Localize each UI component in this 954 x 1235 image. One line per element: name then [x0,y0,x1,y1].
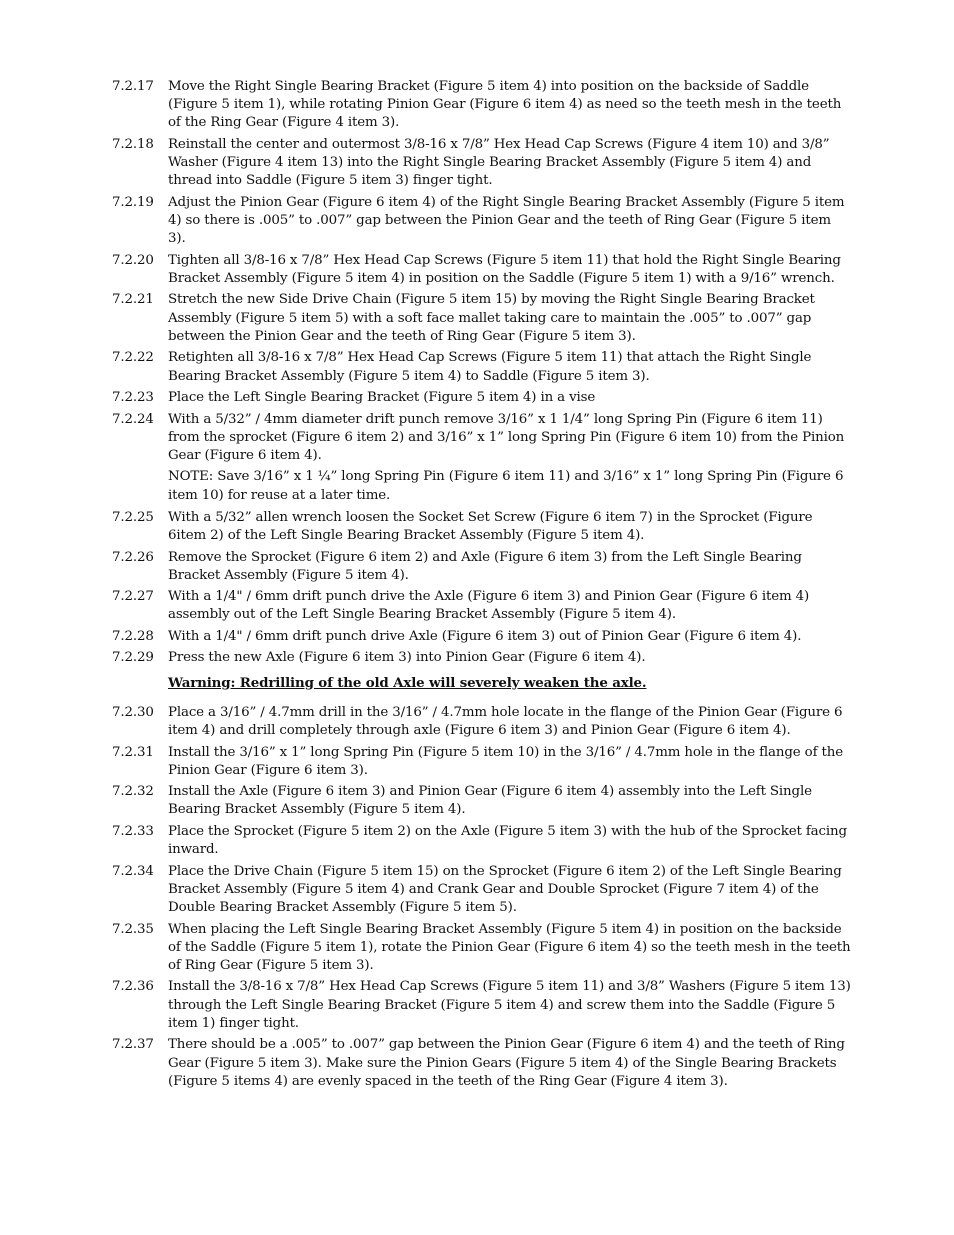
step-number: 7.2.31 [112,744,154,760]
step-7-2-32 [112,783,852,819]
step-text: With a 1/4" / 6mm drift punch drive Axle (Figure 6 item 3) out of Pinion Gear (Figure 6 item 4). [168,628,802,644]
step-text: Press the new Axle (Figure 6 item 3) into Pinion Gear (Figure 6 item 4). [168,650,646,666]
step-7-2-30 [112,704,852,740]
step-number: 7.2.26 [112,549,154,565]
step-number: 7.2.24 [112,411,154,427]
step-number: 7.2.32 [112,784,154,800]
step-number: 7.2.29 [112,650,154,666]
step-7-2-28 [112,628,852,646]
step-number: 7.2.18 [112,136,154,152]
step-text: Move the Right Single Bearing Bracket (Figure 5 item 4) into position on the backside of Saddle (Figure 5 item 1), while rotating Pinion Gear (Figure 6 item 4) as need so the teeth mesh in the teeth of the Ring Gear (Figure 4 item 3). [168,79,842,131]
step-number: 7.2.22 [112,350,154,366]
step-number: 7.2.35 [112,921,154,937]
step-text: Adjust the Pinion Gear (Figure 6 item 4) of the Right Single Bearing Bracket Assembly (Figure 5 item 4) so there is .005” to .007” gap between the Pinion Gear and the teeth of Ring Gear (Figure 5 item 3). [168,194,845,247]
step-text: Install the Axle (Figure 6 item 3) and Pinion Gear (Figure 6 item 4) assembly into the Left Single Bearing Bracket Assembly (Figure 5 item 4). [168,784,812,818]
step-7-2-31 [112,744,852,780]
step-number: 7.2.20 [112,252,154,268]
step-number: 7.2.17 [112,79,154,94]
step-text: Stretch the new Side Drive Chain (Figure 5 item 15) by moving the Right Single Bearing Bracket Assembly (Figure 5 item 5) with a soft face mallet taking care to maintain the .005” to .007” gap between the Pinion Gear and the teeth of Ring Gear (Figure 5 item 3). [168,292,815,344]
step-text: There should be a .005” to .007” gap between the Pinion Gear (Figure 6 item 4) and the teeth of Ring Gear (Figure 5 item 3). Make sure the Pinion Gears (Figure 5 item 4) of the Single Bearing Brackets (Figure 5 items 4) are evenly spaced in the teeth of the Ring Gear (Figure 4 item 3). [168,1037,845,1089]
step-text: Place the Sprocket (Figure 5 item 2) on the Axle (Figure 5 item 3) with the hub of the Sprocket facing inward. [168,823,847,858]
step-text: With a 1/4" / 6mm drift punch drive the Axle (Figure 6 item 3) and Pinion Gear (Figure 6 item 4) assembly out of the Left Single Bearing Bracket Assembly (Figure 5 item 4). [168,589,810,623]
step-number: 7.2.21 [112,292,154,308]
step-7-2-37 [112,1036,852,1091]
step-text: Place the Drive Chain (Figure 5 item 15) on the Sprocket (Figure 6 item 2) of the Left Single Bearing Bracket Assembly (Figure 5 item 4) and Crank Gear and Double Sprocket (Figure 7 item 4) of the Double Bearing Bracket Assembly (Figure 5 item 5). [168,863,842,916]
step-number: 7.2.23 [112,390,154,406]
step-text: Place the Left Single Bearing Bracket (Figure 5 item 4) in a vise [168,390,596,406]
step-text: Retighten all 3/8-16 x 7/8” Hex Head Cap Screws (Figure 5 item 11) that attach the Right Single Bearing Bracket Assembly (Figure 5 item 4) to Saddle (Figure 5 item 3). [168,350,812,384]
step-number: 7.2.25 [112,509,154,525]
step-7-2-22 [112,349,852,385]
step-text: When placing the Left Single Bearing Bracket Assembly (Figure 5 item 4) in position on the backside of the Saddle (Figure 5 item 1), rotate the Pinion Gear (Figure 6 item 4) so the teeth mesh in the teeth of Ring Gear (Figure 5 item 3). [168,921,851,973]
step-number: 7.2.28 [112,628,154,644]
step-7-2-20 [112,252,852,288]
step-text: Install the 3/8-16 x 7/8” Hex Head Cap Screws (Figure 5 item 11) and 3/8” Washers (Figure 5 item 13) through the Left Single Bearing Bracket (Figure 5 item 4) and screw them into the Saddle (Figure 5 item 1) finger tight. [168,979,851,1031]
step-7-2-34 [112,863,852,918]
step-number: 7.2.27 [112,589,154,605]
step-7-2-17 [112,78,852,133]
step-text: With a 5/32” / 4mm diameter drift punch remove 3/16” x 1 1/4” long Spring Pin (Figure 6 item 11) from the sprocket (Figure 6 item 2) and 3/16” x 1” long Spring Pin (Figure 6 item 10) from the Pinion Gear (Figure 6 item 4). [168,411,845,463]
step-number: 7.2.34 [112,863,154,879]
step-text: Place a 3/16” / 4.7mm drill in the 3/16” / 4.7mm hole locate in the flange of the Pinion Gear (Figure 6 item 4) and drill completely through axle (Figure 6 item 3) and Pinion Gear (Figure 6 item 4). [168,704,843,739]
step-7-2-29 [112,649,852,667]
step-number: 7.2.33 [112,823,154,839]
step-number: 7.2.36 [112,979,154,995]
procedure-document [112,78,852,1094]
step-7-2-23 [112,389,852,407]
step-7-2-27 [112,588,852,624]
step-7-2-21 [112,291,852,346]
step-7-2-35 [112,921,852,976]
step-text: Remove the Sprocket (Figure 6 item 2) and Axle (Figure 6 item 3) from the Left Single Bearing Bracket Assembly (Figure 5 item 4). [168,549,802,583]
step-7-2-18 [112,136,852,191]
step-7-2-36 [112,978,852,1033]
step-7-2-33 [112,823,852,859]
step-7-2-24 [112,411,852,466]
note-text: NOTE: Save 3/16” x 1 ¼” long Spring Pin (Figure 6 item 11) and 3/16” x 1” long Spring Pin (Figure 6 item 10) for reuse at a later time. [168,469,844,503]
step-number: 7.2.30 [112,704,154,720]
step-text: Reinstall the center and outermost 3/8-16 x 7/8” Hex Head Cap Screws (Figure 4 item 10) and 3/8” Washer (Figure 4 item 13) into the Right Single Bearing Bracket Assembly (Figure 5 item 4) and thread into Saddle (Figure 5 item 3) finger tight. [168,136,830,189]
step-text: Install the 3/16” x 1” long Spring Pin (Figure 5 item 10) in the 3/16” / 4.7mm hole in the flange of the Pinion Gear (Figure 6 item 3). [168,744,843,778]
step-7-2-25 [112,509,852,545]
step-number: 7.2.37 [112,1037,154,1053]
step-text: Tighten all 3/8-16 x 7/8” Hex Head Cap Screws (Figure 5 item 11) that hold the Right Single Bearing Bracket Assembly (Figure 5 item 4) in position on the Saddle (Figure 5 item 1) with a 9/16” wrench. [168,252,841,286]
step-7-2-26 [112,549,852,585]
step-number: 7.2.19 [112,194,154,210]
step-text: With a 5/32” allen wrench loosen the Socket Set Screw (Figure 6 item 7) in the Sprocket (Figure 6item 2) of the Left Single Bearing Bracket Assembly (Figure 5 item 4). [168,509,813,544]
warning-text: Warning: Redrilling of the old Axle will severely weaken the axle. [168,674,647,691]
step-7-2-19 [112,194,852,249]
